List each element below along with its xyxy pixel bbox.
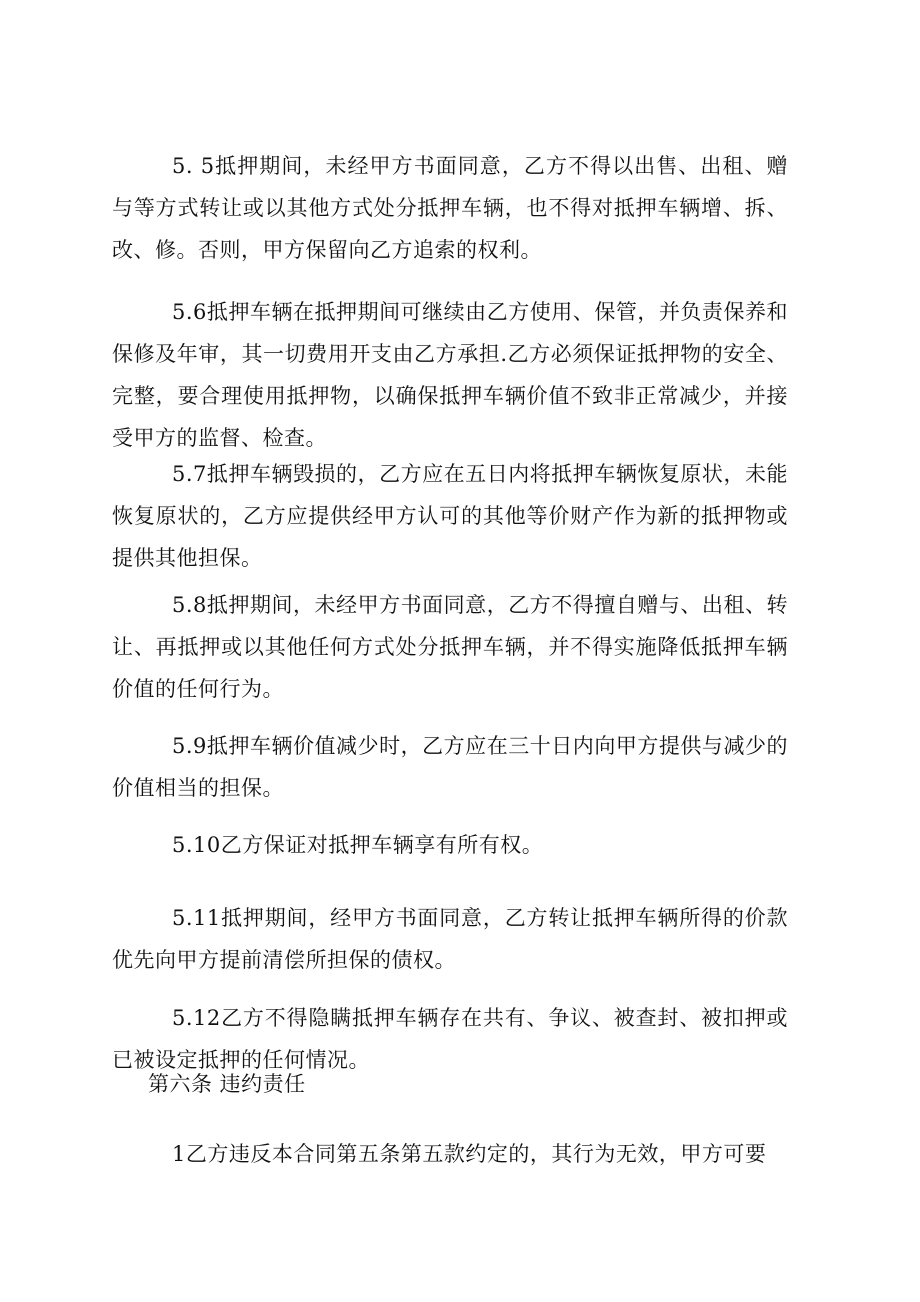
section-heading-article-6: 第六条 违约责任	[148, 1072, 306, 1096]
clause-5-12: 5.12乙方不得隐瞒抵押车辆存在共有、争议、被查封、被扣押或已被设定抵押的任何情况。	[112, 1006, 788, 1072]
clause-5-8: 5.8抵押期间，未经甲方书面同意，乙方不得擅自赠与、出租、转让、再抵押或以其他任何方式处分抵押车辆，并不得实施降低抵押车辆价值的任何行为。	[112, 593, 788, 701]
clause-6-1: 1乙方违反本合同第五条第五款约定的，其行为无效，甲方可要	[172, 1142, 767, 1166]
clause-5-7: 5.7抵押车辆毁损的，乙方应在五日内将抵押车辆恢复原状，未能恢复原状的，乙方应提供经甲方认可的其他等价财产作为新的抵押物或提供其他担保。	[112, 462, 788, 570]
clause-5-6: 5.6抵押车辆在抵押期间可继续由乙方使用、保管，并负责保养和保修及年审，其一切费用开支由乙方承担.乙方必须保证抵押物的安全、完整，要合理使用抵押物，以确保抵押车辆价值不致非正常减少，并接受甲方的监督、检查。	[112, 300, 788, 450]
clause-5-5: 5. 5抵押期间，未经甲方书面同意，乙方不得以出售、出租、赠与等方式转让或以其他方式处分抵押车辆，也不得对抵押车辆增、拆、改、修。否则，甲方保留向乙方追索的权利。	[112, 154, 788, 262]
clause-5-10: 5.10乙方保证对抵押车辆享有所有权。	[172, 833, 544, 857]
clause-5-9: 5.9抵押车辆价值减少时，乙方应在三十日内向甲方提供与减少的价值相当的担保。	[112, 734, 788, 800]
clause-5-11: 5.11抵押期间，经甲方书面同意，乙方转让抵押车辆所得的价款优先向甲方提前清偿所担保的债权。	[112, 906, 788, 972]
